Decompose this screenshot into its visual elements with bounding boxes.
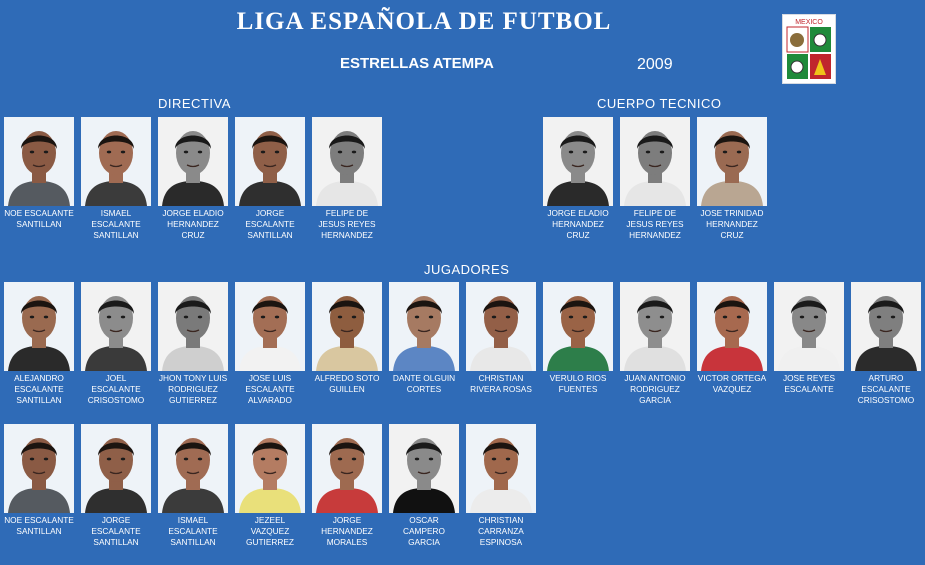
person-card	[312, 424, 382, 548]
person-card	[697, 117, 767, 241]
person-name: JORGE ESCALANTE SANTILLAN	[245, 208, 295, 240]
person-card	[389, 282, 459, 406]
person-photo	[81, 117, 151, 206]
jugadores-grid-row1	[4, 282, 925, 406]
person-card	[158, 424, 228, 548]
person-photo	[389, 282, 459, 371]
person-card	[4, 424, 74, 548]
person-card	[466, 424, 536, 548]
person-card	[158, 282, 228, 406]
person-name: JUAN ANTONIO RODRIGUEZ GARCIA	[624, 373, 686, 405]
person-photo	[620, 282, 690, 371]
person-name: ISMAEL ESCALANTE SANTILLAN	[168, 515, 218, 547]
person-photo	[543, 117, 613, 206]
person-card	[620, 282, 690, 406]
person-photo	[466, 424, 536, 513]
section-title-jugadores: JUGADORES	[424, 262, 510, 277]
person-name: JOSE LUIS ESCALANTE ALVARADO	[245, 373, 295, 405]
season-year: 2009	[637, 56, 673, 73]
person-name: FELIPE DE JESUS REYES HERNANDEZ	[626, 208, 684, 240]
person-name: VERULO RIOS FUENTES	[549, 373, 607, 394]
person-photo	[312, 117, 382, 206]
jugadores-grid-row2	[4, 424, 543, 548]
person-card	[697, 282, 767, 406]
person-card	[851, 282, 921, 406]
person-name: VICTOR ORTEGA VAZQUEZ	[697, 373, 767, 394]
person-name: DANTE OLGUIN CORTES	[392, 373, 456, 394]
person-name: FELIPE DE JESUS REYES HERNANDEZ	[318, 208, 376, 240]
person-photo	[4, 424, 74, 513]
person-card	[4, 282, 74, 406]
person-card	[81, 424, 151, 548]
person-card	[312, 282, 382, 406]
person-name: JOEL ESCALANTE CRISOSTOMO	[87, 373, 145, 405]
person-photo	[389, 424, 459, 513]
person-card	[312, 117, 382, 241]
person-photo	[81, 282, 151, 371]
cuerpo-tecnico-grid	[543, 117, 774, 241]
person-photo	[697, 282, 767, 371]
person-photo	[620, 117, 690, 206]
section-title-directiva: DIRECTIVA	[158, 96, 231, 111]
person-name: JORGE ESCALANTE SANTILLAN	[91, 515, 141, 547]
person-photo	[235, 282, 305, 371]
person-photo	[158, 282, 228, 371]
person-photo	[697, 117, 767, 206]
person-card	[543, 282, 613, 406]
person-name: JORGE ELADIO HERNANDEZ CRUZ	[547, 208, 609, 240]
team-name: ESTRELLAS ATEMPA	[340, 55, 494, 72]
person-photo	[235, 424, 305, 513]
person-photo	[312, 424, 382, 513]
person-card	[235, 117, 305, 241]
person-name: ALFREDO SOTO GUILLEN	[314, 373, 380, 394]
crest-logo	[782, 14, 836, 84]
person-photo	[543, 282, 613, 371]
crest-label: MEXICO	[795, 19, 823, 26]
person-card	[620, 117, 690, 241]
person-card	[466, 282, 536, 406]
person-card	[81, 282, 151, 406]
person-card	[389, 424, 459, 548]
person-name: ALEJANDRO ESCALANTE SANTILLAN	[14, 373, 64, 405]
person-photo	[774, 282, 844, 371]
person-card	[158, 117, 228, 241]
person-name: JORGE ELADIO HERNANDEZ CRUZ	[162, 208, 224, 240]
person-name: JOSE TRINIDAD HERNANDEZ CRUZ	[700, 208, 764, 240]
person-name: JEZEEL VAZQUEZ GUTIERREZ	[246, 515, 294, 547]
directiva-grid	[4, 117, 389, 241]
person-name: JOSE REYES ESCALANTE	[782, 373, 836, 394]
person-name: JHON TONY LUIS RODRIGUEZ GUTIERREZ	[158, 373, 228, 405]
person-photo	[851, 282, 921, 371]
person-photo	[158, 117, 228, 206]
page-title: LIGA ESPAÑOLA DE FUTBOL	[236, 8, 612, 35]
person-name: ARTURO ESCALANTE CRISOSTOMO	[857, 373, 915, 405]
person-photo	[4, 117, 74, 206]
person-name: CHRISTIAN RIVERA ROSAS	[470, 373, 532, 394]
person-card	[81, 117, 151, 241]
person-name: NOE ESCALANTE SANTILLAN	[4, 515, 74, 536]
person-name: CHRISTIAN CARRANZA ESPINOSA	[478, 515, 524, 547]
person-name: ISMAEL ESCALANTE SANTILLAN	[91, 208, 141, 240]
person-photo	[312, 282, 382, 371]
person-card	[4, 117, 74, 241]
person-photo	[466, 282, 536, 371]
person-photo	[235, 117, 305, 206]
person-card	[235, 424, 305, 548]
person-name: OSCAR CAMPERO GARCIA	[403, 515, 445, 547]
person-card	[543, 117, 613, 241]
person-photo	[81, 424, 151, 513]
person-photo	[4, 282, 74, 371]
person-photo	[158, 424, 228, 513]
person-card	[235, 282, 305, 406]
section-title-cuerpo-tecnico: CUERPO TECNICO	[597, 96, 722, 111]
person-name: JORGE HERNANDEZ MORALES	[321, 515, 373, 547]
person-card	[774, 282, 844, 406]
person-name: NOE ESCALANTE SANTILLAN	[4, 208, 74, 229]
